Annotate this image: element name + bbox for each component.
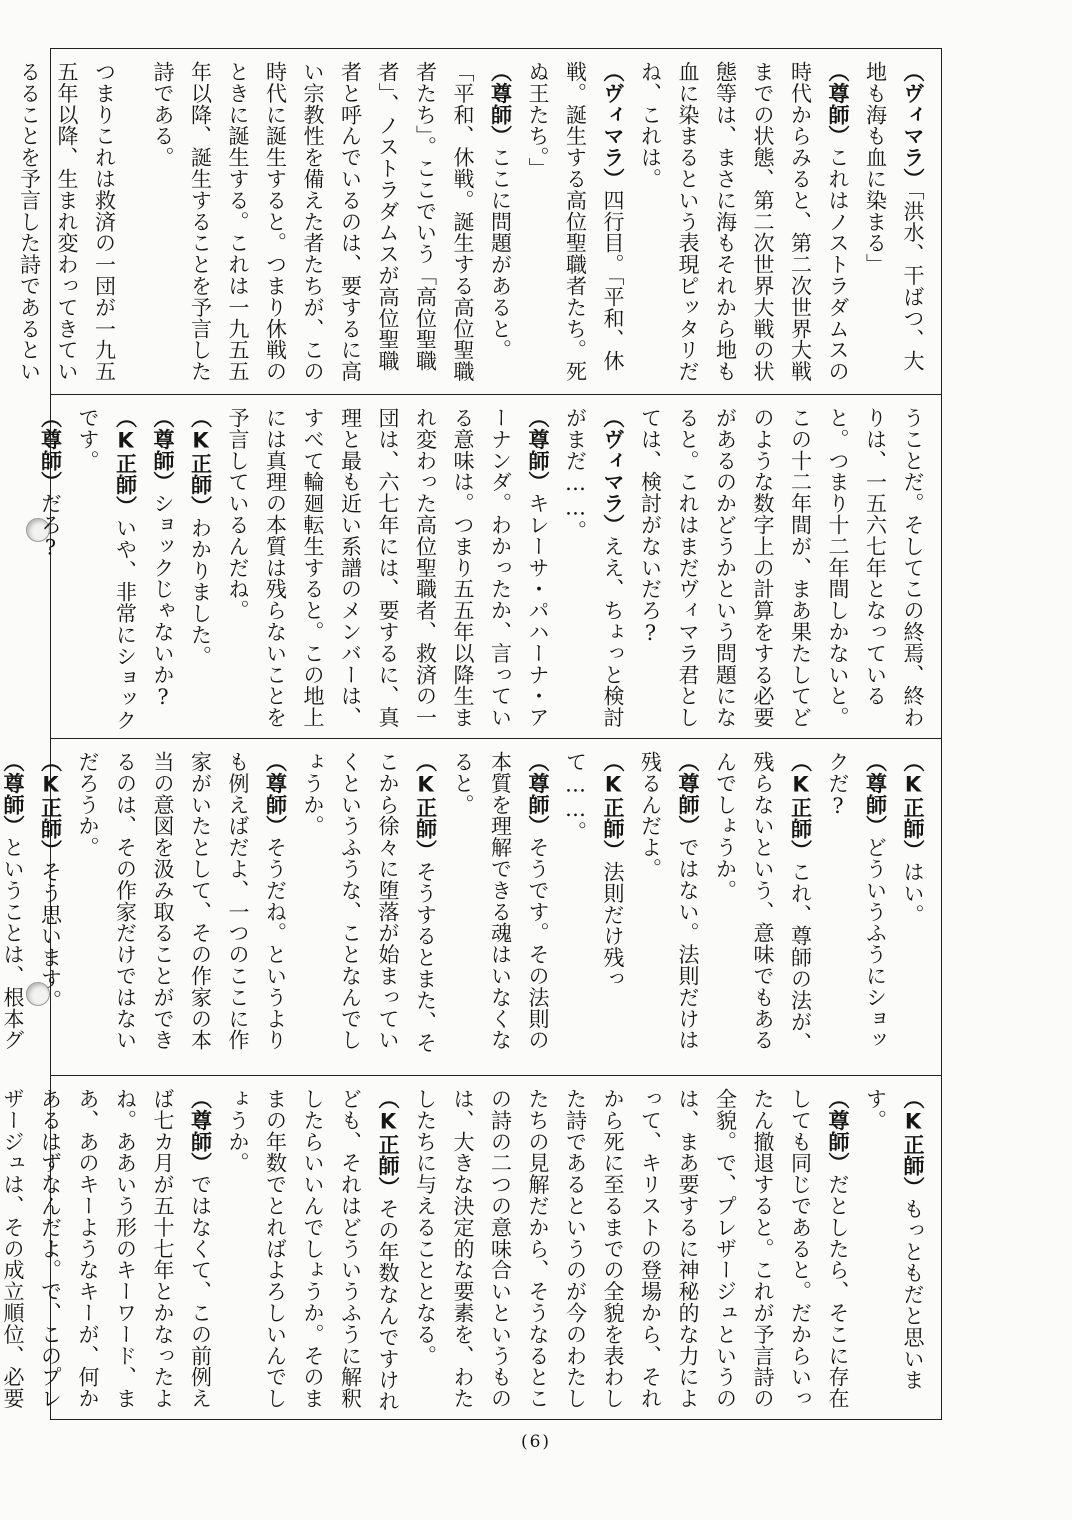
text-tier-3-body — [1, 751, 931, 1069]
page-frame — [1, 48, 942, 1420]
paragraph — [556, 751, 631, 1069]
utterance-text: そう思います。 — [38, 861, 63, 1011]
utterance-text: どういうふうにショックだ? — [826, 751, 888, 1051]
text-tier-3 — [1, 738, 941, 1075]
text-tier-1 — [17, 49, 941, 394]
utterance-text: ショックじゃないか? — [151, 492, 175, 710]
speaker-label: （K正師） — [901, 1088, 925, 1198]
utterance-text: 四行目。「平和、休戦。誕生する高位聖職者たち。死ぬ王たち。」 — [526, 61, 625, 382]
utterance-text: そうだね。というよりも例えばだよ、一つのここに作家がいたとして、その作家の本当の意図を汲み取ることができるのは、その作家だけではないだろうか。 — [76, 751, 288, 1051]
speaker-label: （K正師） — [376, 1088, 400, 1198]
speaker-label: （K正師） — [788, 751, 813, 861]
paragraph — [181, 407, 219, 732]
utterance-text: うことだ。そしてこの終焉、終わりは、一五六七年となっていると。つまり十二年間しかないと。この十二年間が、まあ果たしてどのような数字上の計算をする必要があるのかどうかという問題になると。これはまだヴィマラ君としては、検討がないだろ? — [638, 407, 925, 728]
paragraph — [69, 407, 144, 732]
utterance-text: ここに問題があると。「平和、休戦。誕生する高位聖職者たち」。ここでいう「高位聖職者」、ノストラダムスが高位聖職者と呼んでいるのは、要するに高い宗教性を備えた者たちが、この時代に誕生すると。つまり休戦のときに誕生する。これは一九五五年以降、誕生することを予言した詩である。 — [151, 61, 513, 382]
utterance-text: はい。 — [901, 861, 925, 926]
paragraph — [0, 1088, 219, 1415]
paragraph — [219, 1088, 407, 1415]
speaker-label: （尊師） — [263, 751, 288, 837]
paragraph — [294, 751, 444, 1069]
utterance-text: そうです。その法則の本質を理解できる魂はいなくなると。 — [451, 751, 550, 1051]
paragraph — [631, 751, 706, 1069]
speaker-label: （尊師） — [676, 751, 700, 837]
paragraph — [0, 751, 31, 1069]
utterance-text: これはノストラダムスの時代からみると、第二次世界大戦までの状態、第二次世界大戦の状態等は、まさに海もそれから地も血に染まるという表現ピッタリだね、これは。 — [638, 61, 850, 383]
speaker-label: （尊師） — [188, 1088, 213, 1174]
utterance-text: 法則だけ残って……。 — [563, 751, 625, 990]
paragraph — [631, 407, 931, 732]
paragraph — [631, 61, 856, 388]
utterance-text: だろ? — [38, 492, 63, 560]
utterance-text: だとしたら、そこに存在しても同じであると。だからいったん撤退すると。これが予言詩の全貌。で、プレザージュというのは、まあ要するに神秘的な力によって、キリストの登場から、それから死に至るまでの全貌を表わした詩であるというのが今のわたしたちの見解だから、そうなるとこの詩の二つの意味合いというものは、大きな決定的な要素を、わたしたちに与えることとなる。 — [413, 1088, 850, 1410]
speaker-label: （K正師） — [188, 407, 213, 517]
paragraph — [69, 751, 294, 1069]
speaker-label: （ヴィマラ） — [901, 61, 925, 190]
utterance-text: これ、尊師の法が、残らないという、意味でもあるんでしょうか。 — [713, 751, 813, 1054]
speaker-label: （尊師） — [1, 751, 25, 837]
paragraph — [556, 407, 631, 732]
paragraph — [894, 751, 932, 1069]
speaker-label: （K正師） — [413, 751, 438, 861]
speaker-label: （尊師） — [38, 407, 63, 493]
speaker-label: （尊師） — [526, 407, 550, 493]
speaker-label: （尊師） — [488, 61, 513, 147]
speaker-label: （K正師） — [901, 751, 925, 861]
paragraph — [819, 751, 894, 1069]
speaker-label: （K正師） — [601, 751, 625, 861]
paragraph — [31, 751, 69, 1069]
text-tier-2-body — [38, 407, 931, 732]
speaker-label: （尊師） — [863, 751, 888, 837]
utterance-text: もっともだと思います。 — [863, 1088, 925, 1391]
speaker-label: （尊師） — [151, 407, 175, 493]
speaker-label: （K正師） — [38, 751, 63, 861]
text-tier-2 — [38, 394, 941, 738]
utterance-text: そうするとまた、そこから徐々に堕落が始まっていくというふうな、ことなんでしょうか。 — [301, 751, 438, 1054]
paragraph — [10, 61, 123, 388]
page-number: (6) — [520, 1432, 552, 1452]
paragraph — [31, 407, 69, 732]
paragraph — [444, 751, 557, 1069]
utterance-text: ではない。法則だけは残るんだよ。 — [638, 751, 700, 1051]
paragraph — [144, 61, 519, 388]
paragraph — [519, 61, 632, 388]
utterance-text: 「洪水、干ばつ、大地も海も血に染まる」 — [863, 61, 925, 372]
paragraph — [406, 1088, 856, 1415]
text-tier-1-body — [17, 61, 931, 388]
utterance-text: わかりました。 — [188, 517, 213, 667]
speaker-label: （尊師） — [526, 751, 550, 837]
paragraph — [706, 751, 819, 1069]
utterance-text: キレーサ・パハーナ・アーナンダ。わかったか、言っている意味は。つまり五五年以降生まれ変わった高位聖職者、救済の一団は、六七年には、要するに、真理と最も近い系譜のメンバーは、すべて輪廻転生すると。この地上には真理の本質は残らないことを予言しているんだね。 — [226, 407, 550, 729]
speaker-label: （尊師） — [826, 1088, 850, 1174]
text-tier-4-body — [1, 1088, 931, 1415]
utterance-text: ええ、ちょっと検討がまだ……。 — [563, 407, 625, 729]
text-tier-4 — [1, 1075, 941, 1421]
paragraph — [856, 1088, 931, 1415]
paragraph — [144, 407, 182, 732]
speaker-label: （ヴィマラ） — [601, 407, 625, 536]
utterance-text: その年数なんですけれども、それはどういうふうに解釈したらいいんでしょうか。そのままの年数でとればよろしいんでしょうか。 — [226, 1088, 400, 1412]
speaker-label: （ヴィマラ） — [601, 61, 625, 190]
paragraph — [219, 407, 557, 732]
utterance-text: ということは、根本グ — [1, 836, 25, 1051]
speaker-label: （K正師） — [113, 407, 138, 517]
paragraph — [856, 61, 931, 388]
utterance-text: ではなくて、この前例えば七カ月が五十七年とかなったよね。ああいう形のキーワード、まあ、あのキーようなキーが、何かあるはずなんだよ。で、このプレザージュは、その成立順位、必要 — [1, 1088, 213, 1410]
utterance-text: いや、非常にショックです。 — [76, 407, 138, 731]
utterance-text: つまりこれは救済の一団が一九五五年以降、生まれ変わってきているることを予言した詩であるとい — [17, 61, 117, 382]
speaker-label: （尊師） — [826, 61, 850, 147]
